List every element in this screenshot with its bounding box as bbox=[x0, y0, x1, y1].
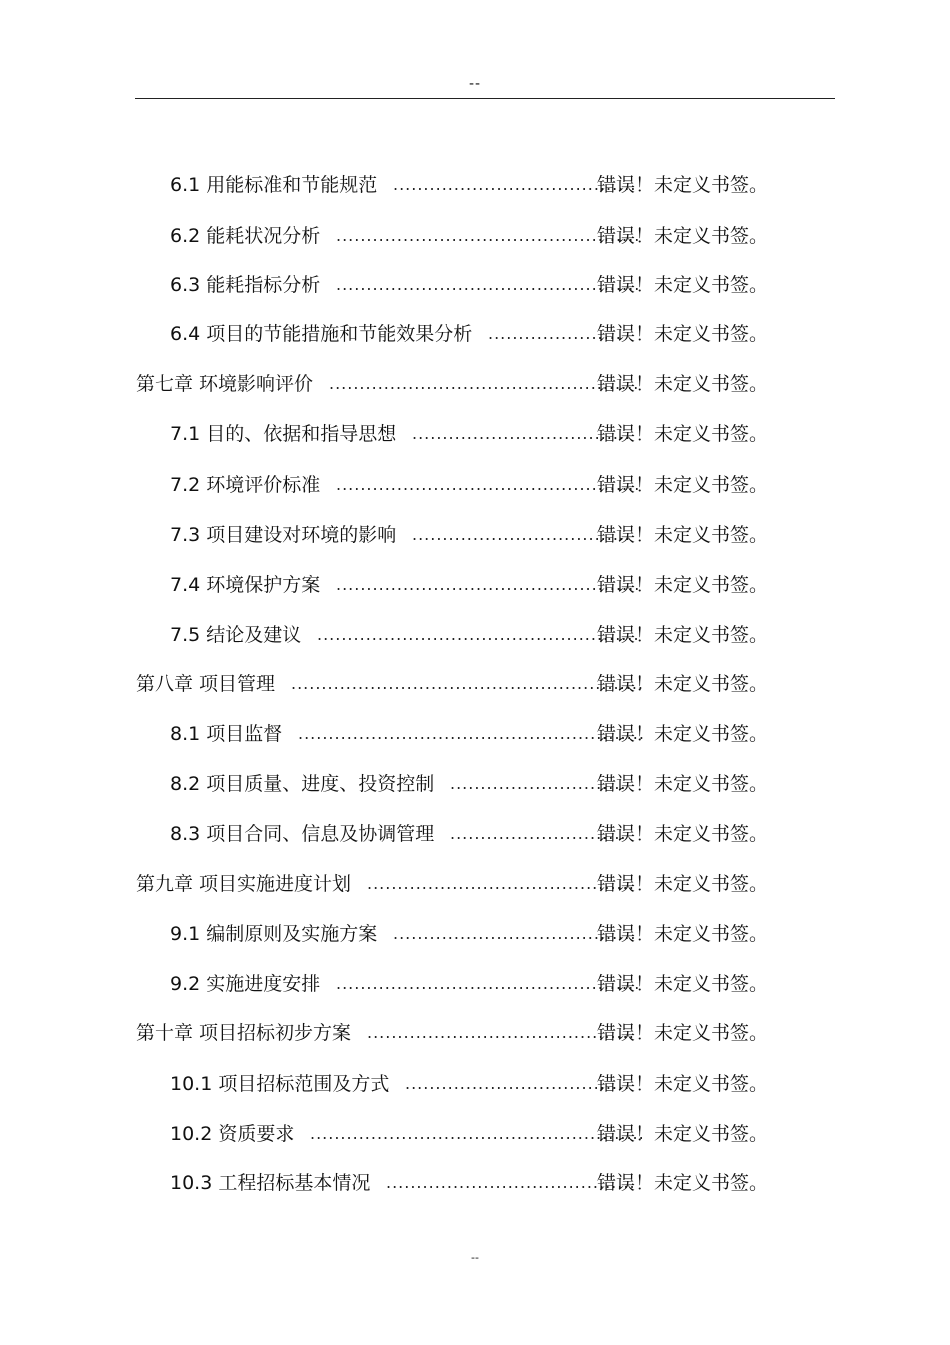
toc-leader-dots: ..................................................... bbox=[317, 625, 640, 644]
toc-entry-title: 7.2 环境评价标准 bbox=[170, 474, 321, 496]
toc-section-entry[interactable] bbox=[0, 211, 950, 261]
toc-entry-title: 6.3 能耗指标分析 bbox=[170, 274, 321, 296]
toc-leader-dots: .................................................. bbox=[336, 475, 641, 494]
toc-entry-title: 6.4 项目的节能措施和节能效果分析 bbox=[170, 323, 473, 345]
toc-section-entry[interactable] bbox=[0, 309, 950, 359]
toc-chapter-entry[interactable] bbox=[0, 659, 950, 709]
toc-entry-title: 10.2 资质要求 bbox=[170, 1123, 295, 1145]
toc-entry-page-ref: 错误！未定义书签。 bbox=[597, 873, 769, 895]
toc-entry-page-ref: 错误！未定义书签。 bbox=[597, 1123, 769, 1145]
toc-entry-page-ref: 错误！未定义书签。 bbox=[597, 1172, 769, 1194]
toc-entry-page-ref: 错误！未定义书签。 bbox=[597, 723, 769, 745]
toc-entry-title: 10.3 工程招标基本情况 bbox=[170, 1172, 371, 1194]
toc-entry-title: 第十章 项目招标初步方案 bbox=[136, 1022, 352, 1044]
toc-entry-title: 8.3 项目合同、信息及协调管理 bbox=[170, 823, 435, 845]
toc-leader-dots: ............................................ bbox=[367, 1023, 635, 1042]
toc-leader-dots: ......................................................... bbox=[298, 724, 645, 743]
toc-entry-title: 8.1 项目监督 bbox=[170, 723, 283, 745]
toc-entry-page-ref: 错误！未定义书签。 bbox=[597, 973, 769, 995]
toc-entry-title: 6.2 能耗状况分析 bbox=[170, 225, 321, 247]
toc-section-entry[interactable] bbox=[0, 160, 950, 210]
toc-leader-dots: ........................................ bbox=[393, 175, 637, 194]
toc-entry-page-ref: 错误！未定义书签。 bbox=[597, 323, 769, 345]
toc-leader-dots: .................................... bbox=[412, 525, 632, 544]
toc-leader-dots: .................................................. bbox=[336, 974, 641, 993]
page-header-mark: -- bbox=[468, 76, 482, 92]
toc-entry-title: 6.1 用能标准和节能规范 bbox=[170, 174, 378, 196]
header-divider bbox=[135, 98, 835, 99]
toc-section-entry[interactable] bbox=[0, 959, 950, 1009]
toc-chapter-entry[interactable] bbox=[0, 359, 950, 409]
toc-section-entry[interactable] bbox=[0, 709, 950, 759]
toc-chapter-entry[interactable] bbox=[0, 1008, 950, 1058]
toc-section-entry[interactable] bbox=[0, 610, 950, 660]
toc-section-entry[interactable] bbox=[0, 1059, 950, 1109]
toc-entry-page-ref: 错误！未定义书签。 bbox=[597, 225, 769, 247]
toc-entry-title: 7.5 结论及建议 bbox=[170, 624, 302, 646]
toc-entry-page-ref: 错误！未定义书签。 bbox=[597, 823, 769, 845]
toc-leader-dots: .................................................. bbox=[336, 275, 641, 294]
toc-leader-dots: ............................................ bbox=[367, 874, 635, 893]
toc-entry-page-ref: 错误！未定义书签。 bbox=[597, 923, 769, 945]
toc-section-entry[interactable] bbox=[0, 759, 950, 809]
toc-leader-dots: ................................................... bbox=[329, 374, 640, 393]
toc-leader-dots: ....................................................... bbox=[310, 1124, 645, 1143]
toc-entry-page-ref: 错误！未定义书签。 bbox=[597, 524, 769, 546]
toc-leader-dots: ......................................... bbox=[386, 1173, 636, 1192]
toc-leader-dots: ............................. bbox=[450, 774, 627, 793]
page-footer-mark: -- bbox=[471, 1251, 479, 1264]
toc-section-entry[interactable] bbox=[0, 409, 950, 459]
toc-leader-dots: .................................................. bbox=[336, 226, 641, 245]
toc-entry-page-ref: 错误！未定义书签。 bbox=[597, 373, 769, 395]
toc-entry-title: 9.1 编制原则及实施方案 bbox=[170, 923, 378, 945]
toc-section-entry[interactable] bbox=[0, 1109, 950, 1159]
toc-leader-dots: ............................. bbox=[450, 824, 627, 843]
toc-section-entry[interactable] bbox=[0, 809, 950, 859]
toc-entry-page-ref: 错误！未定义书签。 bbox=[597, 474, 769, 496]
toc-entry-page-ref: 错误！未定义书签。 bbox=[597, 1022, 769, 1044]
toc-entry-title: 第七章 环境影响评价 bbox=[136, 373, 314, 395]
toc-entry-title: 7.4 环境保护方案 bbox=[170, 574, 321, 596]
toc-section-entry[interactable] bbox=[0, 460, 950, 510]
toc-leader-dots: ..................................... bbox=[405, 1074, 631, 1093]
toc-entry-title: 9.2 实施进度安排 bbox=[170, 973, 321, 995]
toc-entry-page-ref: 错误！未定义书签。 bbox=[597, 574, 769, 596]
toc-entry-title: 8.2 项目质量、进度、投资控制 bbox=[170, 773, 435, 795]
toc-section-entry[interactable] bbox=[0, 1158, 950, 1208]
toc-section-entry[interactable] bbox=[0, 510, 950, 560]
toc-chapter-entry[interactable] bbox=[0, 859, 950, 909]
toc-section-entry[interactable] bbox=[0, 260, 950, 310]
toc-section-entry[interactable] bbox=[0, 909, 950, 959]
toc-entry-page-ref: 错误！未定义书签。 bbox=[597, 624, 769, 646]
toc-entry-title: 10.1 项目招标范围及方式 bbox=[170, 1073, 390, 1095]
toc-entry-page-ref: 错误！未定义书签。 bbox=[597, 274, 769, 296]
toc-entry-title: 7.3 项目建设对环境的影响 bbox=[170, 524, 397, 546]
toc-leader-dots: ........................................ bbox=[393, 924, 637, 943]
toc-entry-page-ref: 错误！未定义书签。 bbox=[597, 174, 769, 196]
toc-leader-dots: .................................... bbox=[412, 424, 632, 443]
toc-leader-dots: .......................................................... bbox=[291, 674, 644, 693]
toc-entry-title: 7.1 目的、依据和指导思想 bbox=[170, 423, 397, 445]
toc-entry-page-ref: 错误！未定义书签。 bbox=[597, 673, 769, 695]
toc-entry-page-ref: 错误！未定义书签。 bbox=[597, 773, 769, 795]
toc-entry-title: 第八章 项目管理 bbox=[136, 673, 276, 695]
toc-leader-dots: .................................................. bbox=[336, 575, 641, 594]
toc-entry-page-ref: 错误！未定义书签。 bbox=[597, 1073, 769, 1095]
toc-leader-dots: ...................... bbox=[488, 324, 622, 343]
toc-entry-page-ref: 错误！未定义书签。 bbox=[597, 423, 769, 445]
toc-entry-title: 第九章 项目实施进度计划 bbox=[136, 873, 352, 895]
toc-section-entry[interactable] bbox=[0, 560, 950, 610]
